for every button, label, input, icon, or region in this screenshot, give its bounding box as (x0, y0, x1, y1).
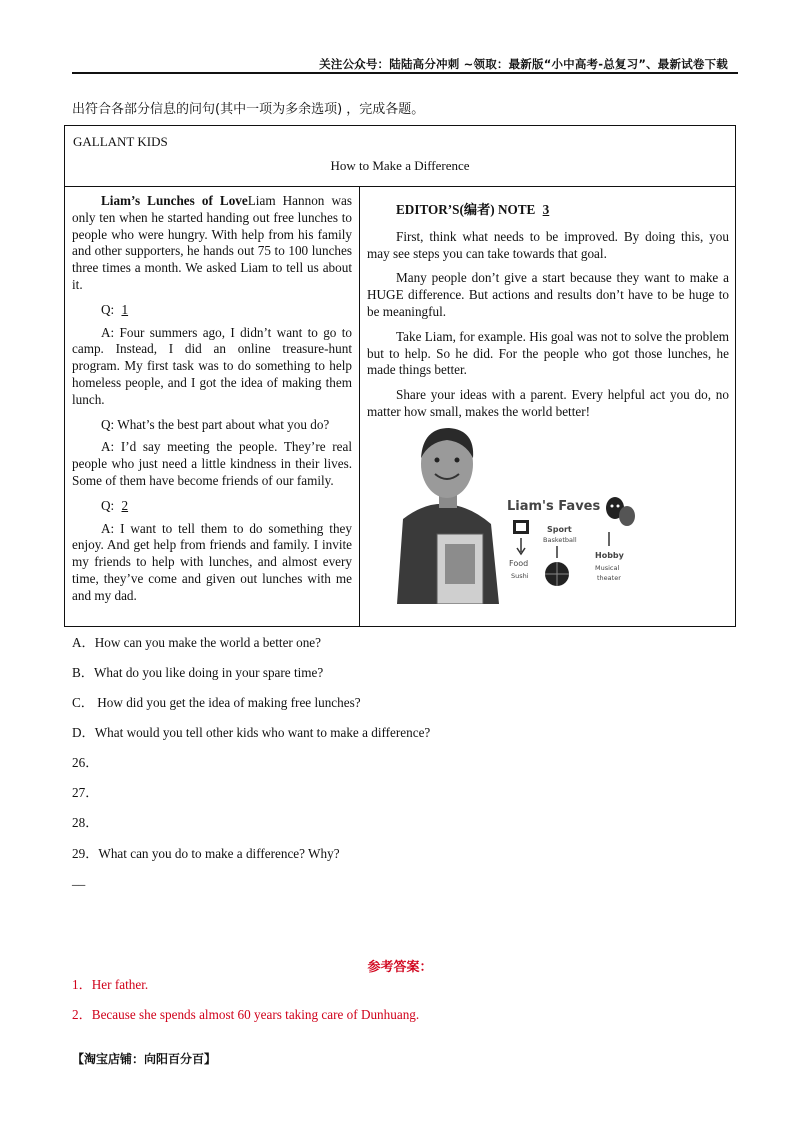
answer-line: __ (72, 872, 86, 887)
question-1 (72, 302, 352, 319)
option-b: B．What do you like doing in your spare time? (72, 665, 324, 680)
intro-text: Liam Hannon was only ten when he started handing out free lunches to people who were hungry. With help from his family and other supporters, he hands out 75 to 100 lunches three times a month. We asked Liam to tell us about it. (72, 193, 352, 292)
answer-2: 2．Because she spends almost 60 years taking care of Dunhuang. (72, 1007, 420, 1022)
note-label: EDITOR’S(编者) NOTE (396, 202, 536, 217)
basketball-label: Basketball (543, 536, 577, 544)
editors-note-heading (367, 202, 729, 219)
faves-title: Liam's Faves (507, 499, 601, 514)
answer-best-part: A: I’d say meeting the people. They’re real people who just need a little kindness in their lives. Some of them have become friends of our family. (72, 439, 352, 488)
answer-2: A: I want to tell them to do something they enjoy. And get help from friends and family. I invite my friends to help with lunches, and almost every time, they’ve come and given out lunches with me and my dad. (72, 520, 352, 603)
section-heading: Liam’s Lunches of Love (101, 193, 248, 208)
right-column (367, 202, 729, 429)
answer-1: 1．Her father. (72, 977, 149, 992)
hobby-label: Hobby (595, 551, 624, 560)
musical-label: Musical (595, 564, 620, 572)
left-column (72, 193, 352, 613)
option-d: D．What would you tell other kids who want to make a difference? (72, 725, 431, 740)
liam-photo (395, 424, 640, 604)
option-c: C． How did you get the idea of making free lunches? (72, 695, 361, 710)
table-title-row (65, 126, 735, 187)
answer-1: A: Four summers ago, I didn’t want to go to camp. Instead, I did an online treasure-hunt program. My first task was to do something to help homeless people, and I got the idea of making them lunch. (72, 324, 352, 407)
question-26: 26． (72, 755, 99, 770)
sport-label: Sport (547, 525, 572, 534)
q-prefix: Q: (101, 301, 115, 317)
page-footer: 【淘宝店铺：向阳百分百】 (72, 1052, 217, 1066)
question-28: 28． (72, 815, 99, 830)
theater-label: theater (597, 574, 621, 582)
q-prefix: Q: (101, 497, 115, 513)
note-paragraph-1: First, think what needs to be improved. By doing this, you may see steps you can take towards that goal. (367, 228, 729, 261)
question-29: 29．What can you do to make a difference? Why? (72, 846, 340, 861)
note-paragraph-2: Many people don’t give a start because they want to make a HUGE difference. But actions and results don’t have to be huge to be meaningful. (367, 270, 729, 319)
answer-key-title: 参考答案： (367, 960, 433, 975)
page-header: 关注公众号：陆陆高分冲刺 ~领取：最新版“小中高考-总复习”、最新试卷下载 (319, 57, 728, 71)
column-divider (359, 186, 360, 626)
sushi-icon (513, 520, 529, 534)
article-series-title: GALLANT KIDS (73, 134, 168, 149)
blank-2: 2 (121, 497, 129, 513)
article-table (64, 125, 736, 627)
question-27: 27． (72, 785, 99, 800)
question-best-part: Q: What’s the best part about what you do? (101, 416, 330, 432)
food-label: Food (509, 559, 529, 568)
question-2 (72, 498, 352, 515)
instructions: 出符合各部分信息的问句(其中一项为多余选项) ，完成各题。 (72, 102, 425, 117)
note-paragraph-3: Take Liam, for example. His goal was not to solve the problem but to help. So he did. For the people who got those lunches, he made things better. (367, 328, 729, 378)
note-paragraph-4: Share your ideas with a parent. Every helpful act you do, no matter how small, makes the world better! (367, 387, 729, 419)
intro-paragraph (72, 193, 352, 294)
blank-1: 1 (121, 301, 129, 317)
header-divider (72, 72, 738, 74)
sushi-label: Sushi (511, 572, 529, 580)
blank-3: 3 (542, 202, 550, 217)
option-a: A．How can you make the world a better one? (72, 635, 322, 650)
article-title: How to Make a Difference (330, 158, 470, 173)
